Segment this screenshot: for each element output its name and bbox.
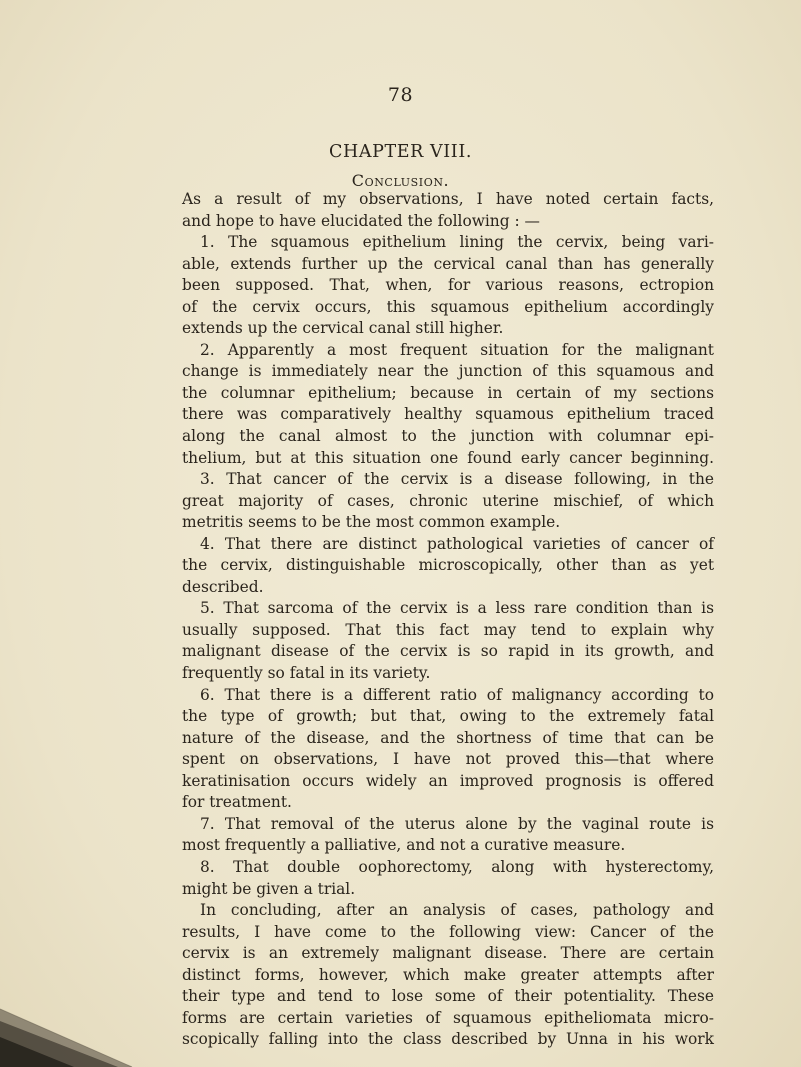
text-line: nature of the disease, and the shortness of time that can be: [182, 728, 714, 747]
text-line: the columnar epithelium; because in certain of my sections: [182, 383, 714, 402]
body-text: [182, 189, 714, 1051]
text-line: and hope to have elucidated the following : —: [182, 211, 540, 230]
page-corner-shadow: [0, 975, 140, 1067]
text-line: results, I have come to the following view: Cancer of the: [182, 922, 714, 941]
text-line: metritis seems to be the most common example.: [182, 513, 561, 532]
text-line: great majority of cases, chronic uterine mischief, of which: [182, 491, 714, 510]
text-line: for treatment.: [182, 793, 292, 812]
section-title: Conclusion.: [351, 171, 450, 190]
text-line: malignant disease of the cervix is so rapid in its growth, and: [182, 642, 714, 661]
text-line: As a result of my observations, I have noted certain facts,: [182, 190, 714, 208]
text-line: most frequently a palliative, and not a curative measure.: [182, 836, 626, 855]
text-line: the type of growth; but that, owing to the extremely fatal: [182, 707, 714, 726]
text-line: there was comparatively healthy squamous epithelium traced: [182, 405, 714, 424]
text-line: 5. That sarcoma of the cervix is a less rare condition than is: [200, 599, 714, 618]
text-line: might be given a trial.: [182, 879, 356, 898]
text-line: 6. That there is a different ratio of malignancy according to: [200, 685, 714, 704]
text-line: scopically falling into the class described by Unna in his work: [182, 1030, 714, 1049]
text-line: along the canal almost to the junction with columnar epi-: [182, 427, 714, 446]
text-line: described.: [182, 577, 264, 596]
text-line: keratinisation occurs widely an improved prognosis is offered: [182, 771, 714, 790]
text-line: forms are certain varieties of squamous epitheliomata micro-: [182, 1008, 714, 1027]
text-line: 8. That double oophorectomy, along with hysterectomy,: [200, 857, 714, 876]
text-line: 7. That removal of the uterus alone by the vaginal route is: [200, 814, 714, 833]
text-line: 2. Apparently a most frequent situation for the malignant: [200, 340, 714, 359]
text-line: able, extends further up the cervical canal than has generally: [182, 254, 714, 273]
text-line: thelium, but at this situation one found early cancer beginning.: [182, 448, 714, 467]
text-line: 4. That there are distinct pathological varieties of cancer of: [200, 534, 714, 553]
text-line: frequently so fatal in its variety.: [182, 664, 431, 683]
text-line: In concluding, after an analysis of cases, pathology and: [200, 901, 714, 920]
text-line: change is immediately near the junction of this squamous and: [182, 362, 714, 381]
text-line: of the cervix occurs, this squamous epithelium accordingly: [182, 297, 714, 316]
text-line: the cervix, distinguishable microscopically, other than as yet: [182, 556, 714, 575]
text-line: spent on observations, I have not proved this—that where: [182, 750, 714, 769]
text-line: 3. That cancer of the cervix is a disease following, in the: [200, 470, 714, 489]
chapter-title: CHAPTER VIII.: [329, 142, 472, 162]
text-line: distinct forms, however, which make greater attempts after: [182, 965, 714, 984]
text-line: cervix is an extremely malignant disease. There are certain: [182, 944, 714, 963]
text-line: been supposed. That, when, for various reasons, ectropion: [182, 276, 714, 295]
page-number: 78: [387, 84, 414, 106]
text-line: usually supposed. That this fact may tend to explain why: [182, 620, 714, 639]
text-line: their type and tend to lose some of their potentiality. These: [182, 987, 714, 1006]
text-line: extends up the cervical canal still higher.: [182, 319, 504, 338]
text-line: 1. The squamous epithelium lining the cervix, being vari-: [200, 233, 714, 252]
